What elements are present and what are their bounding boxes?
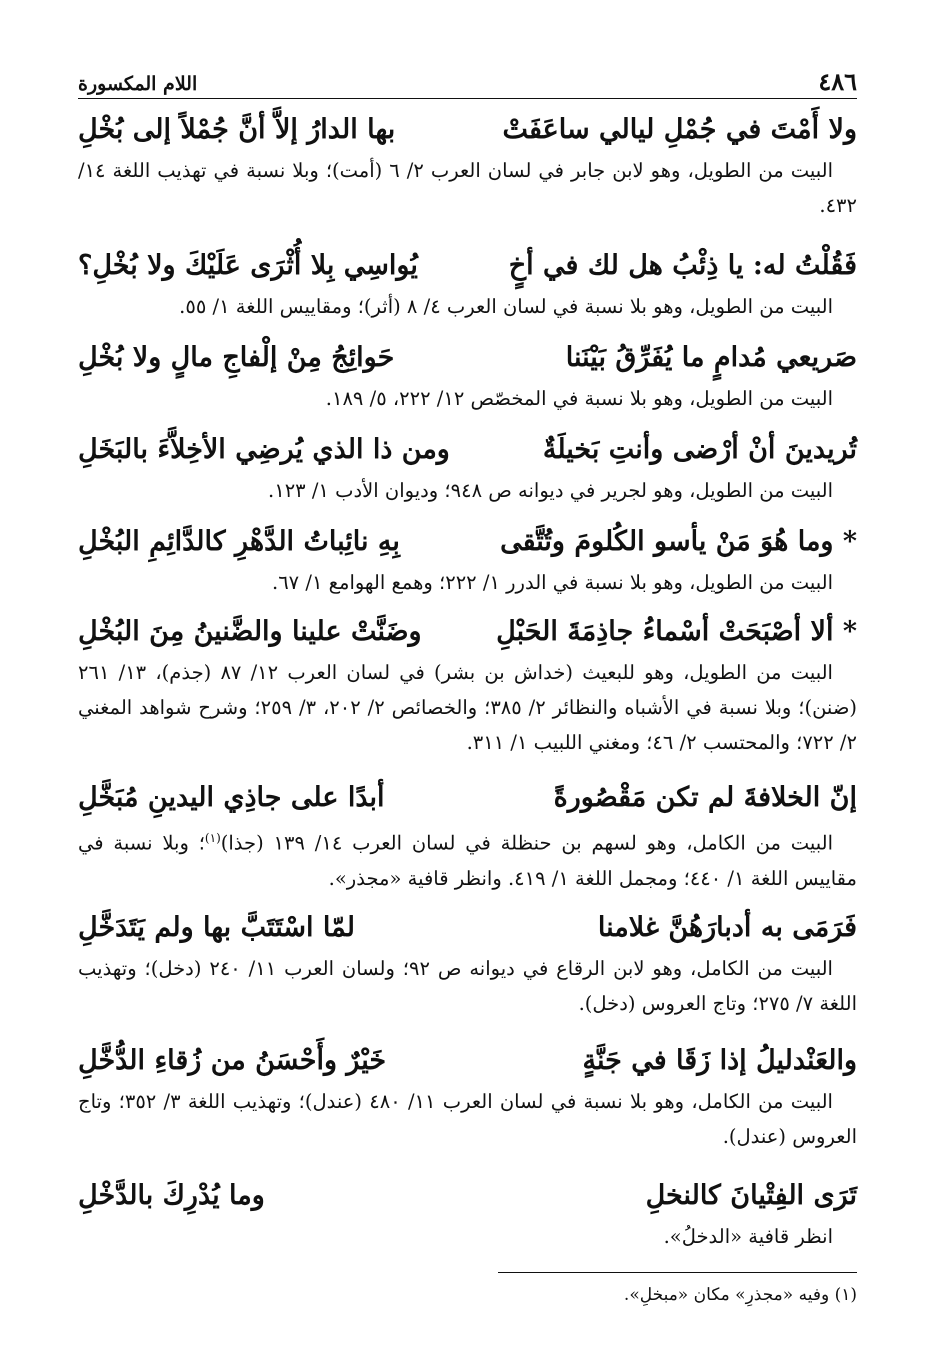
verse-note: البيت من الطويل، وهو بلا نسبة في الدرر ١/ ٢٢٢؛ وهمع الهوامع ١/ ٦٧. xyxy=(272,571,833,595)
verse-entry-10 xyxy=(78,1178,857,1254)
footnote-divider xyxy=(498,1272,857,1273)
verse-line xyxy=(78,910,857,945)
second-hemistich: ومن ذا الذي يُرضِي الأخِلاَّءَ بالبَخَلِ xyxy=(78,434,450,465)
first-hemistich: تُريدينَ أنْ أرْضى وأنتِ بَخيلَةٌ xyxy=(542,434,857,465)
first-hemistich: فَرَمَى به أدبارَهُنَّ غلامنا xyxy=(597,912,857,943)
verse-line xyxy=(78,248,857,283)
verse-entry-3 xyxy=(78,340,857,416)
star-marker: * xyxy=(842,526,857,557)
verse-line xyxy=(78,614,857,649)
verse-note: انظر قافية «الدخلُ». xyxy=(663,1225,833,1249)
verse-note: البيت من الكامل، وهو لسهم بن حنظلة في لسان العرب ١٤/ ١٣٩ (جذا)$^{(١)}$؛ وبلا نسبة في مقاييس اللغة ١/ ٤٤٠؛ ومجمل اللغة ١/ ٤١٩. وانظر قافية «مجذر». xyxy=(78,831,857,890)
verse-entry-9 xyxy=(78,1043,857,1154)
first-hemistich: فَقُلْتُ له: يا ذِئْبُ هل لك في أخٍ xyxy=(508,250,857,281)
second-hemistich: لمّا اسْتَتَبَّ بها ولم يَتَدَخَّلِ xyxy=(78,912,355,943)
verse-entry-5 xyxy=(78,524,857,600)
second-hemistich: يُواسِي بِلا أُثْرَى عَلَيْكَ ولا بُخْلِ؟ xyxy=(78,250,418,281)
verse-note: البيت من الطويل، وهو بلا نسبة في لسان العرب ٤/ ٨ (أثر)؛ ومقاييس اللغة ١/ ٥٥. xyxy=(179,295,833,319)
first-hemistich: ولا أَمْتَ في جُمْلِ ليالي ساعَفَتْ xyxy=(502,114,857,145)
verse-line xyxy=(78,1178,857,1213)
star-marker: * xyxy=(842,616,857,647)
first-hemistich: تَرَى الفِتْيانَ كالنخلِ xyxy=(645,1180,857,1211)
first-hemistich: والعَنْدليلُ إذا زَقَا في جَنَّةٍ xyxy=(582,1045,857,1076)
second-hemistich: حَوائِجُ مِنْ إلْفاجِ مالٍ ولا بُخْلِ xyxy=(78,342,395,373)
first-hemistich: صَريعي مُدامٍ ما يُفَرِّقُ بَيْنَنا xyxy=(565,342,857,373)
verse-note: البيت من الكامل، وهو لابن الرقاع في ديوانه ص ٩٢؛ ولسان العرب ١١/ ٢٤٠ (دخل)؛ وتهذيب اللغة ٧/ ٢٧٥؛ وتاج العروس (دخل). xyxy=(78,957,857,1016)
verse-note: البيت من الطويل، وهو للبعيث (خداش بن بشر) في لسان العرب ١٢/ ٨٧ (جذم)، ١٣/ ٢٦١ (ضنن)؛ وبلا نسبة في الأشباه والنظائر ٢/ ٣٨٥؛ والخصائص ٢/ ٢٠٢، ٣/ ٢٥٩؛ وشرح شواهد المغني ٢/ ٧٢٢؛ والمحتسب ٢/ ٤٦؛ ومغني اللبيب ١/ ٣١١. xyxy=(78,661,857,755)
verse-entry-4 xyxy=(78,432,857,508)
second-hemistich: بِهِ نائِباتُ الدَّهْرِ كالدَّائِمِ البُخْلِ xyxy=(78,526,400,557)
second-hemistich: بها الدارُ إلاَّ أنَّ جُمْلاً إلى بُخْلِ xyxy=(78,114,396,145)
footnote-marker: (١) xyxy=(204,831,221,846)
verse-note: البيت من الطويل، وهو بلا نسبة في المخصّص ١٢/ ٢٢٢، ٥/ ١٨٩. xyxy=(325,387,833,411)
verse-line xyxy=(78,780,857,815)
verse-note: البيت من الطويل، وهو لابن جابر في لسان العرب ٢/ ٦ (أمت)؛ وبلا نسبة في تهذيب اللغة ١٤/ ٤٣٢. xyxy=(78,159,857,218)
verse-entry-8 xyxy=(78,910,857,1021)
first-hemistich: إنّ الخلافةَ لم تكن مَقْصُورةً xyxy=(553,782,857,813)
verse-entry-1 xyxy=(78,112,857,223)
verse-entry-2 xyxy=(78,248,857,324)
verse-line xyxy=(78,432,857,467)
verse-line xyxy=(78,524,857,559)
verse-line xyxy=(78,112,857,147)
second-hemistich: وضَنَّتْ علينا والضَّنينُ مِنَ البُخْلِ xyxy=(78,616,422,647)
second-hemistich: أبدًا على جاذِي اليدينِ مُبَخَّلِ xyxy=(78,782,385,813)
verse-line xyxy=(78,1043,857,1078)
first-hemistich: * ألا أصْبَحَتْ أسْماءُ جاذِمَةَ الحَبْلِ xyxy=(496,616,857,647)
page-header xyxy=(78,58,857,99)
verse-entry-6 xyxy=(78,614,857,760)
running-head: اللام المكسورة xyxy=(78,73,198,95)
verse-note: البيت من الطويل، وهو لجرير في ديوانه ص ٩٤٨؛ وديوان الأدب ١/ ١٢٣. xyxy=(268,479,833,503)
page-number: ٤٨٦ xyxy=(818,67,857,96)
footnote: (١) وفيه «مجذرِ» مكان «مبخلِ». xyxy=(623,1285,857,1305)
verse-entry-7 xyxy=(78,780,857,896)
second-hemistich: وما يُدْرِكَ بالدَّخْلِ xyxy=(78,1180,265,1211)
second-hemistich: خَيْرٌ وأَحْسَنُ من زُقاءِ الدُّخَّلِ xyxy=(78,1045,387,1076)
first-hemistich: * وما هُوَ مَنْ يأسو الكُلومَ وتُتَّقى xyxy=(500,526,857,557)
verse-line xyxy=(78,340,857,375)
verse-note: البيت من الكامل، وهو بلا نسبة في لسان العرب ١١/ ٤٨٠ (عندل)؛ وتهذيب اللغة ٣/ ٣٥٢؛ وتاج العروس (عندل). xyxy=(78,1090,857,1149)
